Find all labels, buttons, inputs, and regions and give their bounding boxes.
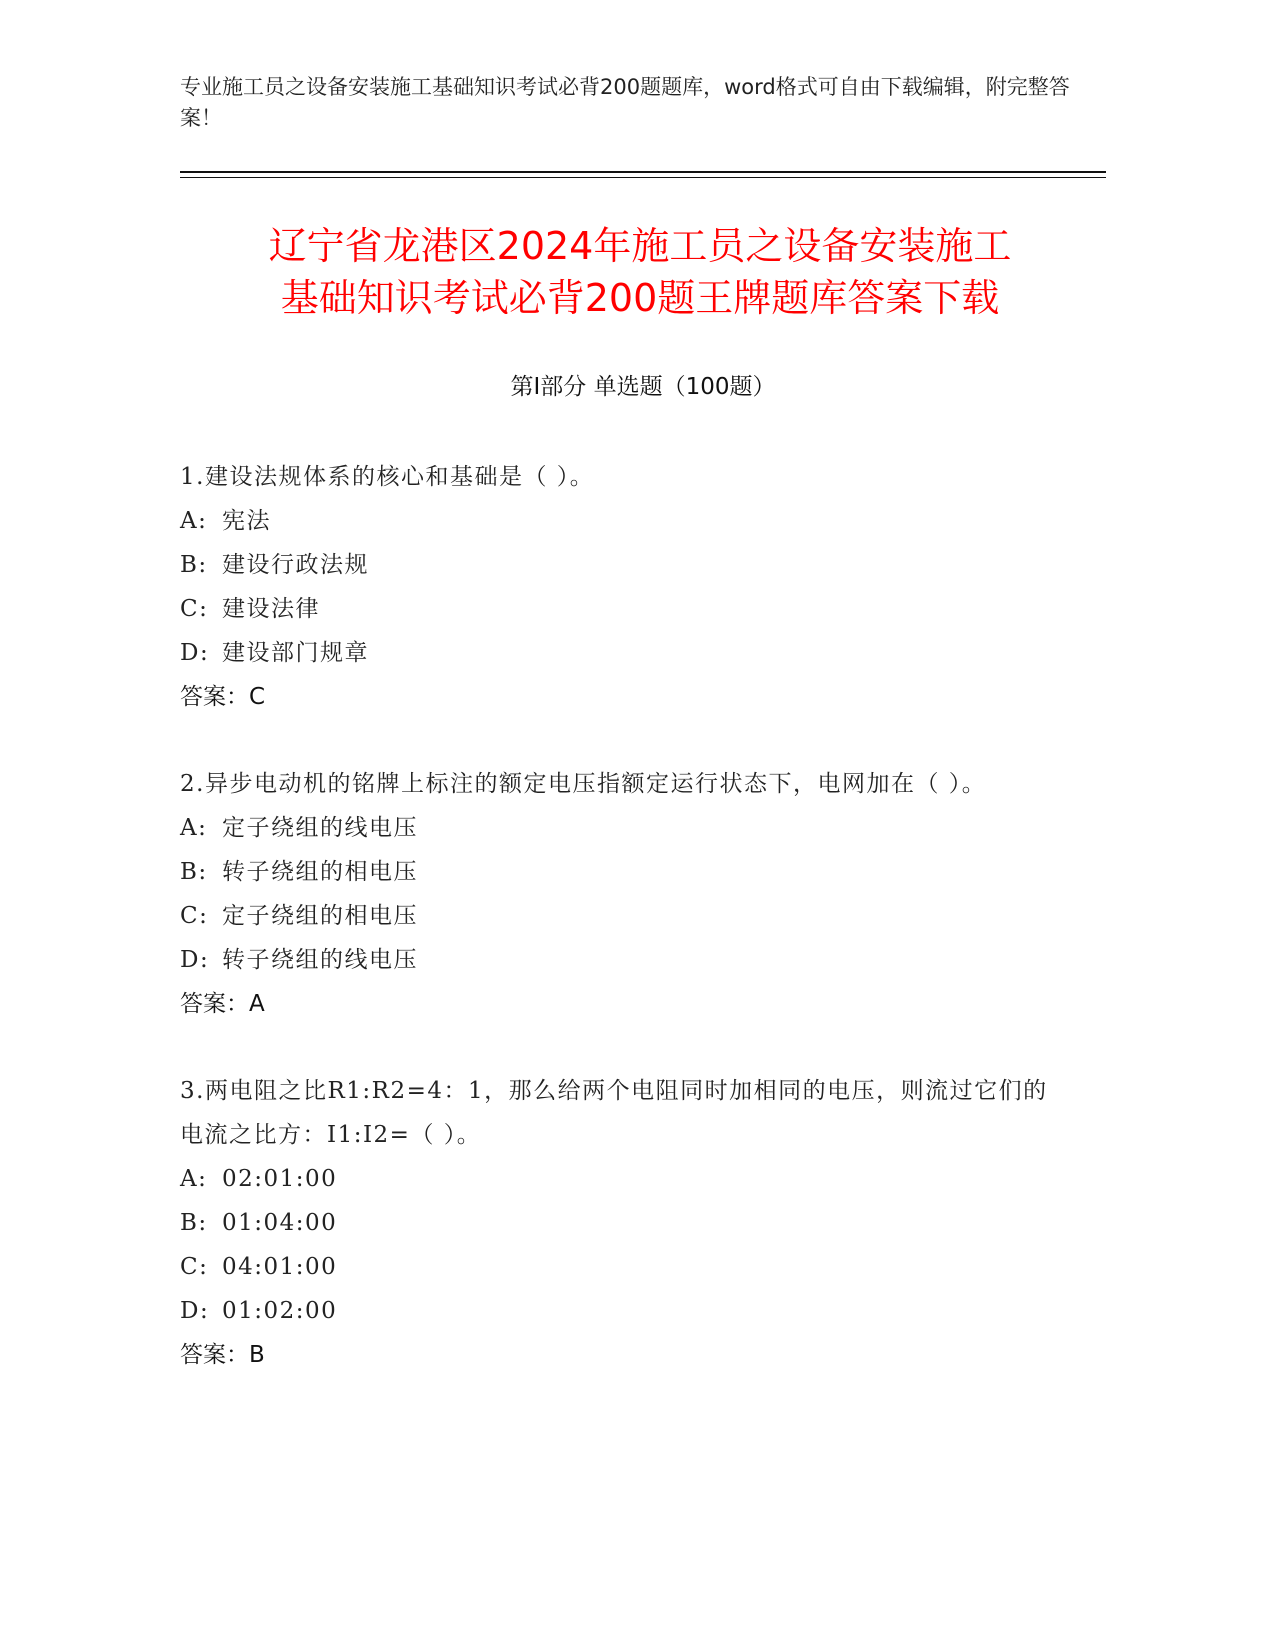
header-divider-thick bbox=[180, 171, 1106, 173]
option-b bbox=[180, 850, 1060, 894]
option-key: C: bbox=[180, 1254, 209, 1280]
option-b bbox=[180, 543, 1060, 587]
question-stem: 3.两电阻之比R1:R2=4：1，那么给两个电阻同时加相同的电压，则流过它们的电流之比方：I1:I2=（ ）。 bbox=[180, 1078, 1048, 1148]
question-list bbox=[180, 455, 1060, 1420]
option-text: 宪法 bbox=[222, 508, 271, 534]
option-text: 02:01:00 bbox=[222, 1166, 338, 1192]
option-text: 01:02:00 bbox=[222, 1298, 338, 1324]
answer-line: 答案：C bbox=[180, 684, 266, 710]
option-key: C: bbox=[180, 596, 209, 622]
option-d bbox=[180, 938, 1060, 982]
option-key: B: bbox=[180, 859, 208, 885]
option-c bbox=[180, 894, 1060, 938]
option-key: D: bbox=[180, 947, 210, 973]
option-c bbox=[180, 587, 1060, 631]
option-key: D: bbox=[180, 640, 210, 666]
title-line-1: 辽宁省龙港区2024年施工员之设备安装施工 bbox=[268, 224, 1012, 268]
option-text: 转子绕组的线电压 bbox=[222, 947, 418, 973]
option-text: 转子绕组的相电压 bbox=[222, 859, 418, 885]
option-key: D: bbox=[180, 1298, 210, 1324]
option-c bbox=[180, 1245, 1060, 1289]
title-line-2: 基础知识考试必背200题王牌题库答案下载 bbox=[280, 276, 1000, 320]
question-1 bbox=[180, 455, 1060, 719]
option-text: 建设法律 bbox=[222, 596, 320, 622]
option-text: 定子绕组的相电压 bbox=[222, 903, 418, 929]
section-heading: 第Ⅰ部分 单选题（100题） bbox=[510, 374, 776, 400]
option-key: C: bbox=[180, 903, 209, 929]
option-d bbox=[180, 631, 1060, 675]
option-key: B: bbox=[180, 552, 208, 578]
question-2 bbox=[180, 762, 1060, 1026]
option-key: B: bbox=[180, 1210, 208, 1236]
option-a bbox=[180, 1157, 1060, 1201]
option-text: 04:01:00 bbox=[222, 1254, 338, 1280]
question-3 bbox=[180, 1069, 1060, 1377]
document-title bbox=[140, 220, 1140, 324]
option-key: A: bbox=[180, 1166, 208, 1192]
option-key: A: bbox=[180, 815, 208, 841]
option-key: A: bbox=[180, 508, 208, 534]
answer-line: 答案：A bbox=[180, 991, 265, 1017]
option-b bbox=[180, 1201, 1060, 1245]
question-stem: 1.建设法规体系的核心和基础是（ ）。 bbox=[180, 464, 595, 490]
option-text: 定子绕组的线电压 bbox=[222, 815, 418, 841]
option-text: 建设行政法规 bbox=[222, 552, 369, 578]
option-a bbox=[180, 806, 1060, 850]
answer-line: 答案：B bbox=[180, 1342, 265, 1368]
intro-text: 专业施工员之设备安装施工基础知识考试必背200题题库，word格式可自由下载编辑，附完整答案！ bbox=[180, 75, 1070, 130]
question-stem: 2.异步电动机的铭牌上标注的额定电压指额定运行状态下，电网加在（ ）。 bbox=[180, 771, 987, 797]
option-a bbox=[180, 499, 1060, 543]
option-text: 01:04:00 bbox=[222, 1210, 338, 1236]
option-text: 建设部门规章 bbox=[222, 640, 369, 666]
option-d bbox=[180, 1289, 1060, 1333]
header-divider-thin bbox=[180, 177, 1106, 178]
